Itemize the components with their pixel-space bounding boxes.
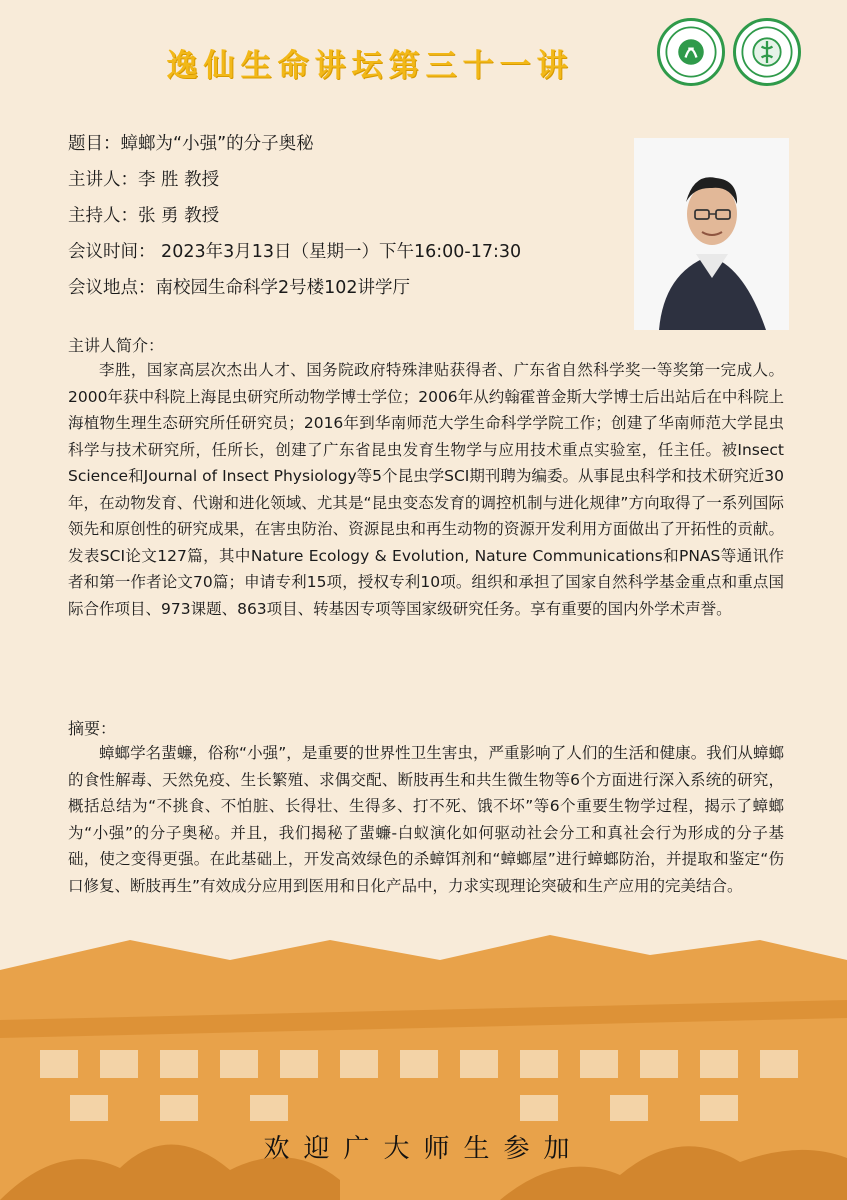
speaker-bio: 李胜，国家高层次杰出人才、国务院政府特殊津贴获得者、广东省自然科学奖一等奖第一完成人。2000年获中科院上海昆虫研究所动物学博士学位；2006年从约翰霍普金斯大学博士后出站后在中科院上海植物生理生态研究所任研究员；2016年到华南师范大学生命科学学院工作；创建了华南师范大学昆虫科学与技术研究所，任所长，创建了广东省昆虫发育生物学与应用技术重点实验室，任主任。被Insect Science和Journal of Insect Physiology等5个昆虫学SCI期刊聘为编委。从事昆虫科学和技术研究近30年，在动物发育、代谢和进化领域、尤其是“昆虫变态发育的调控机制与进化规律”方向取得了一系列国际领先和原创性的研究成果，在害虫防治、资源昆虫和再生动物的资源开发利用方面做出了开拓性的贡献。发表SCI论文127篇，其中Nature Ecology & Evolution, Nature Communications和PNAS等通讯作者和第一作者论文70篇；申请专利15项，授权专利10项。组织和承担了国家自然科学基金重点和重点国际合作项目、973课题、863项目、转基因专项等国家级研究任务。享有重要的国内外学术声誉。 <box>68 361 784 618</box>
welcome-banner: 欢迎广大师生参加 <box>263 1134 584 1164</box>
speaker-photo <box>634 138 789 330</box>
school-logo-icon <box>657 18 725 86</box>
topic-line: 题目：蟑螂为“小强”的分子奥秘 <box>68 134 314 154</box>
abstract-heading: 摘要： <box>68 719 117 738</box>
logo-group <box>657 18 801 86</box>
speaker-line: 主讲人：李 胜 教授 <box>68 170 220 190</box>
lecture-title: 逸仙生命讲坛第三十一讲 <box>166 48 574 84</box>
lecture-info <box>68 130 628 310</box>
venue-line: 会议地点：南校园生命科学2号楼102讲学厅 <box>68 278 411 298</box>
host-line: 主持人：张 勇 教授 <box>68 206 220 226</box>
abstract-text: 蟑螂学名蜚蠊，俗称“小强”，是重要的世界性卫生害虫，严重影响了人们的生活和健康。我们从蟑螂的食性解毒、天然免疫、生长繁殖、求偶交配、断肢再生和共生微生物等6个方面进行深入系统的研究，概括总结为“不挑食、不怕脏、长得壮、生得多、打不死、饿不坏”等6个重要生物学过程，揭示了蟑螂为“小强”的分子奥秘。并且，我们揭秘了蜚蠊-白蚁演化如何驱动社会分工和真社会行为形成的分子基础，使之变得更强。在此基础上，开发高效绿色的杀蟑饵剂和“蟑螂屋”进行蟑螂防治，并提取和鉴定“伤口修复、断肢再生”有效成分应用到医用和日化产品中，力求实现理论突破和生产应用的完美结合。 <box>68 744 784 895</box>
bio-heading: 主讲人简介： <box>68 336 165 355</box>
time-line: 会议时间： 2023年3月13日（星期一）下午16:00-17:30 <box>68 242 522 262</box>
laboratory-logo-icon <box>733 18 801 86</box>
